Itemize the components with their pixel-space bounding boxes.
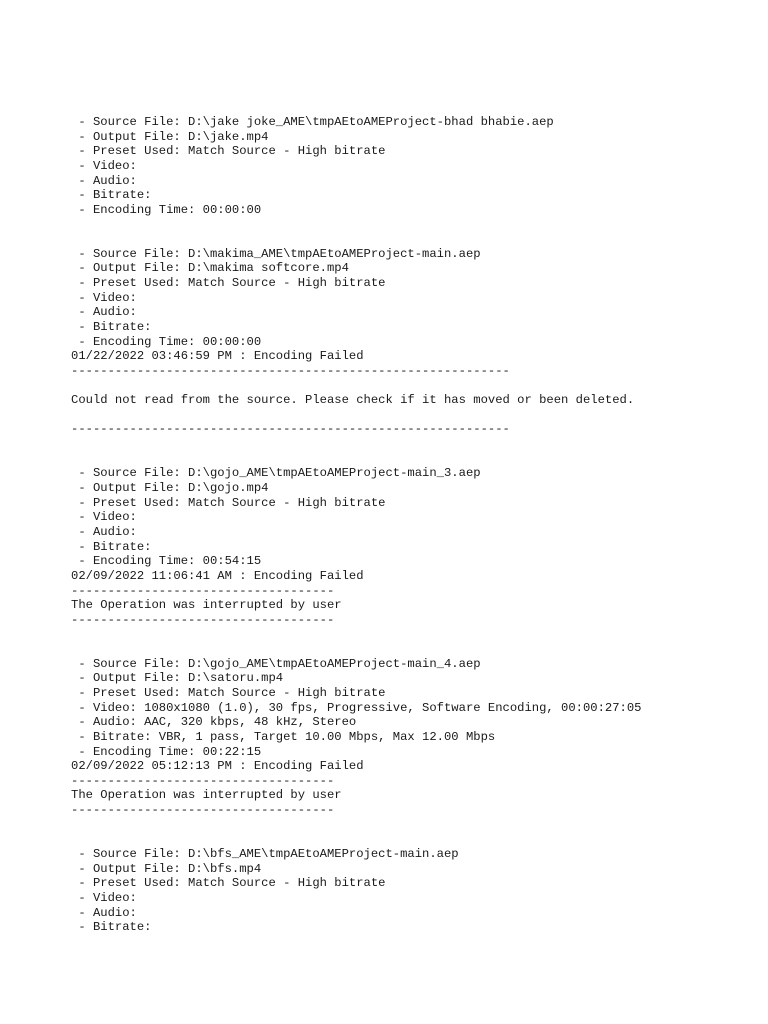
log-line: - Bitrate:	[71, 920, 152, 935]
log-line	[71, 832, 761, 847]
log-line: 02/09/2022 11:06:41 AM : Encoding Failed	[71, 568, 364, 583]
log-line	[71, 217, 761, 232]
log-line: 02/09/2022 05:12:13 PM : Encoding Failed	[71, 759, 364, 774]
log-line	[71, 408, 761, 423]
log-line: ------------------------------------------------------------	[71, 422, 510, 437]
log-line: - Preset Used: Match Source - High bitrate	[71, 876, 386, 891]
log-line: - Audio:	[71, 905, 137, 920]
log-line: - Output File: D:\jake.mp4	[71, 129, 269, 144]
log-line: ------------------------------------	[71, 612, 335, 627]
log-line: - Bitrate:	[71, 319, 152, 334]
log-line: 01/22/2022 03:46:59 PM : Encoding Failed	[71, 349, 364, 364]
log-line	[71, 627, 761, 642]
log-line: - Preset Used: Match Source - High bitrate	[71, 144, 386, 159]
log-line: - Source File: D:\gojo_AME\tmpAEtoAMEProject-main_4.aep	[71, 656, 481, 671]
log-line: ------------------------------------	[71, 803, 335, 818]
log-line: - Output File: D:\bfs.mp4	[71, 861, 262, 876]
log-line: - Source File: D:\jake joke_AME\tmpAEtoAMEProject-bhad bhabie.aep	[71, 115, 554, 129]
log-line: - Preset Used: Match Source - High bitrate	[71, 685, 386, 700]
log-line: ------------------------------------	[71, 583, 335, 598]
log-line: - Video:	[71, 510, 137, 525]
log-line: - Video: 1080x1080 (1.0), 30 fps, Progressive, Software Encoding, 00:00:27:05	[71, 700, 642, 715]
log-line: - Source File: D:\bfs_AME\tmpAEtoAMEProject-main.aep	[71, 847, 459, 862]
log-line: ------------------------------------------------------------	[71, 363, 510, 378]
log-line: - Output File: D:\satoru.mp4	[71, 671, 284, 686]
log-line: Could not read from the source. Please check if it has moved or been deleted.	[71, 393, 635, 408]
log-line: - Bitrate: VBR, 1 pass, Target 10.00 Mbps, Max 12.00 Mbps	[71, 729, 496, 744]
log-line: - Output File: D:\makima softcore.mp4	[71, 261, 349, 276]
log-line: - Preset Used: Match Source - High bitrate	[71, 276, 386, 291]
log-line: - Encoding Time: 00:00:00	[71, 334, 262, 349]
log-line: - Audio:	[71, 524, 137, 539]
log-line: - Audio:	[71, 305, 137, 320]
log-line	[71, 437, 761, 452]
log-line: The Operation was interrupted by user	[71, 598, 342, 613]
log-line: - Bitrate:	[71, 188, 152, 203]
log-line	[71, 379, 761, 394]
log-line: - Video:	[71, 158, 137, 173]
log-line: - Bitrate:	[71, 539, 152, 554]
log-line: ------------------------------------	[71, 773, 335, 788]
log-line: - Source File: D:\gojo_AME\tmpAEtoAMEProject-main_3.aep	[71, 466, 481, 481]
log-line: - Encoding Time: 00:22:15	[71, 744, 262, 759]
log-line: - Encoding Time: 00:54:15	[71, 554, 262, 569]
log-line: - Video:	[71, 290, 137, 305]
log-line: The Operation was interrupted by user	[71, 788, 342, 803]
log-line	[71, 642, 761, 657]
log-line: - Video:	[71, 890, 137, 905]
log-line: - Audio: AAC, 320 kbps, 48 kHz, Stereo	[71, 715, 357, 730]
log-line	[71, 818, 761, 833]
log-line: - Encoding Time: 00:00:00	[71, 202, 262, 217]
log-line: - Source File: D:\makima_AME\tmpAEtoAMEProject-main.aep	[71, 246, 481, 261]
log-line	[71, 452, 761, 467]
encoding-log-document	[71, 115, 761, 935]
log-line: - Output File: D:\gojo.mp4	[71, 481, 269, 496]
log-line	[71, 232, 761, 247]
log-line: - Audio:	[71, 173, 137, 188]
log-line: - Preset Used: Match Source - High bitrate	[71, 495, 386, 510]
